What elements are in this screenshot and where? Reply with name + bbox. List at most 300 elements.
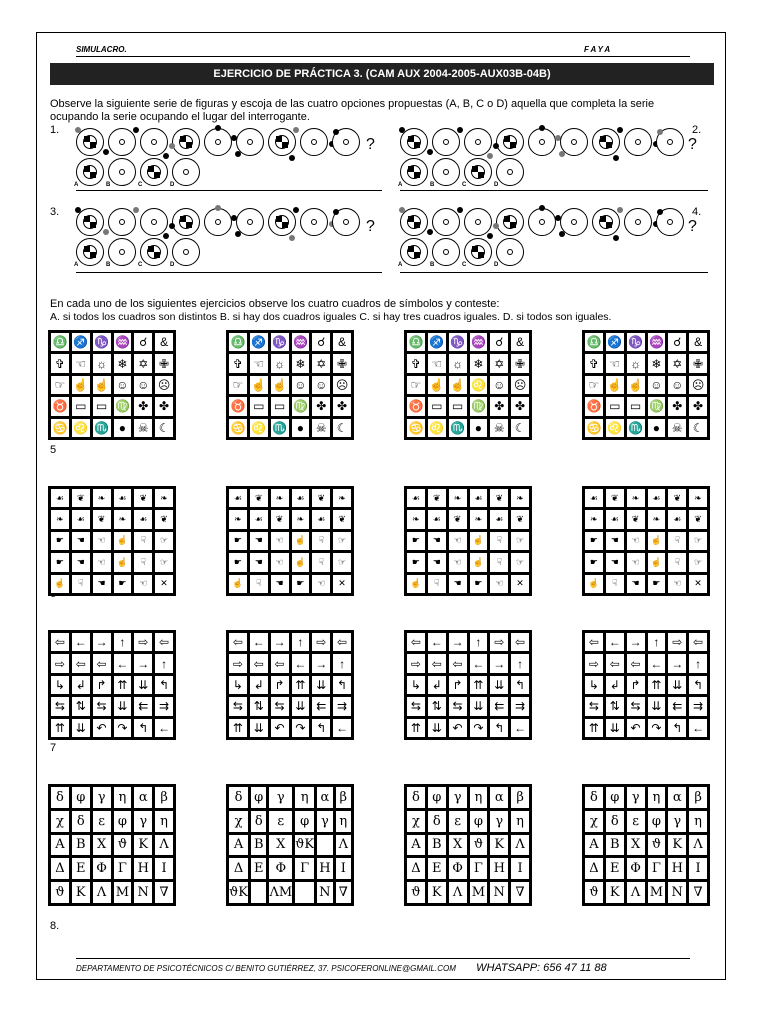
answer-option-label: A bbox=[74, 182, 79, 188]
symbol-cell: φ bbox=[470, 811, 488, 832]
symbol-cell: ✤ bbox=[155, 397, 173, 415]
symbol-cell: ☞ bbox=[689, 532, 707, 550]
symbol-grid bbox=[582, 330, 710, 440]
symbol-cell: ↶ bbox=[449, 719, 467, 737]
orbit-dot bbox=[103, 229, 109, 235]
symbol-cell: ☙ bbox=[490, 510, 508, 528]
symbol-cell: ● bbox=[114, 419, 132, 437]
symbol-cell: φ bbox=[648, 811, 666, 832]
symbol-cell: ☼ bbox=[449, 354, 467, 372]
answer-option-label: A bbox=[398, 182, 403, 188]
symbol-cell: & bbox=[333, 333, 351, 351]
symbol-cell: Ε bbox=[606, 858, 624, 879]
symbol-cell: ☾ bbox=[511, 419, 529, 437]
symbol-cell: Κ bbox=[134, 835, 152, 856]
symbol-cell: ✞ bbox=[51, 354, 69, 372]
series-figure bbox=[204, 128, 232, 156]
symbol-cell: γ bbox=[627, 787, 645, 808]
series-figure bbox=[400, 208, 428, 236]
symbol-cell: ☜ bbox=[93, 532, 111, 550]
symbol-cell: ← bbox=[333, 719, 351, 737]
symbol-grid bbox=[48, 330, 176, 440]
symbol-cell: ⇈ bbox=[585, 719, 603, 737]
symbol-cell: ↱ bbox=[93, 676, 111, 694]
orbit-dot bbox=[215, 205, 221, 211]
symbol-cell: ϑ bbox=[407, 882, 425, 903]
symbol-cell: ♐ bbox=[250, 333, 268, 351]
symbol-cell: ⇈ bbox=[407, 719, 425, 737]
symbol-cell: ☜ bbox=[668, 575, 686, 593]
symbol-cell: η bbox=[336, 811, 351, 832]
symbol-cell: ♉ bbox=[51, 397, 69, 415]
symbol-cell: ✡ bbox=[312, 354, 330, 372]
symbol-cell: δ bbox=[407, 787, 425, 808]
series-figure bbox=[624, 128, 652, 156]
symbol-cell: ⇦ bbox=[51, 633, 69, 651]
symbol-cell: χ bbox=[407, 811, 425, 832]
symbol-cell: Ε bbox=[251, 858, 266, 879]
series-figure bbox=[496, 128, 524, 156]
symbol-cell: ⇊ bbox=[648, 697, 666, 715]
orbit-dot bbox=[293, 127, 299, 133]
symbol-cell: ✞ bbox=[407, 354, 425, 372]
symbol-cell: Δ bbox=[585, 858, 603, 879]
symbol-cell: → bbox=[312, 654, 330, 672]
answer-option-figure[interactable] bbox=[108, 238, 136, 266]
symbol-cell: ⇆ bbox=[93, 697, 111, 715]
symbol-cell: ϑ bbox=[648, 835, 666, 856]
symbol-cell: ☙ bbox=[668, 510, 686, 528]
symbol-cell: & bbox=[511, 333, 529, 351]
instructions-line-1: En cada uno de los siguientes ejercicios observe los cuatro cuadros de símbolos y conteste: bbox=[50, 298, 500, 310]
symbol-cell: ⇨ bbox=[229, 654, 247, 672]
symbol-cell: Δ bbox=[229, 858, 248, 879]
symbol-cell: ♏ bbox=[271, 419, 289, 437]
orbit-dot bbox=[215, 125, 221, 131]
symbol-grid bbox=[226, 630, 354, 740]
symbol-cell: ❦ bbox=[627, 510, 645, 528]
symbol-cell: α bbox=[317, 787, 332, 808]
symbol-cell: ☹ bbox=[689, 376, 707, 394]
symbol-cell: ☞ bbox=[155, 532, 173, 550]
symbol-cell: ⇉ bbox=[689, 697, 707, 715]
symbol-cell: ✞ bbox=[229, 354, 247, 372]
symbol-grid bbox=[404, 630, 532, 740]
symbol-grid bbox=[582, 486, 710, 596]
symbol-cell: Μ bbox=[114, 882, 132, 903]
symbol-cell: ❧ bbox=[627, 489, 645, 507]
symbol-cell: ❦ bbox=[312, 489, 330, 507]
symbol-cell: ✤ bbox=[134, 397, 152, 415]
symbol-cell: Λ bbox=[155, 835, 173, 856]
answer-option-label: B bbox=[106, 262, 111, 268]
series-figure bbox=[332, 128, 360, 156]
series-figure bbox=[204, 208, 232, 236]
symbol-cell: ❧ bbox=[449, 489, 467, 507]
symbol-grid bbox=[582, 784, 710, 906]
symbol-cell: ⇈ bbox=[51, 719, 69, 737]
symbol-cell: ⇇ bbox=[490, 697, 508, 715]
answer-option-figure[interactable] bbox=[464, 158, 492, 186]
symbol-cell: ☛ bbox=[114, 575, 132, 593]
symbol-cell: δ bbox=[606, 811, 624, 832]
symbol-cell: ← bbox=[250, 633, 268, 651]
symbol-cell: ↰ bbox=[490, 719, 508, 737]
orbit-dot bbox=[493, 143, 499, 149]
symbol-cell: Ν bbox=[317, 882, 332, 903]
symbol-cell: ↑ bbox=[511, 654, 529, 672]
symbol-cell: Η bbox=[668, 858, 686, 879]
symbol-grid bbox=[404, 486, 532, 596]
series-figure bbox=[432, 128, 460, 156]
symbol-cell: ⇉ bbox=[333, 697, 351, 715]
symbol-cell: ▭ bbox=[428, 397, 446, 415]
answer-option-figure[interactable] bbox=[400, 238, 428, 266]
symbol-cell: ❧ bbox=[155, 489, 173, 507]
symbol-cell: ✤ bbox=[333, 397, 351, 415]
answer-option-label: C bbox=[138, 262, 143, 268]
symbol-cell: ☚ bbox=[606, 532, 624, 550]
intro-line-2: ocupando la serie ocupando el lugar del interrogante. bbox=[50, 111, 310, 123]
answer-option-figure[interactable] bbox=[432, 158, 460, 186]
symbol-cell: ☝ bbox=[229, 575, 247, 593]
symbol-cell: ☝ bbox=[449, 376, 467, 394]
symbol-cell: δ bbox=[72, 811, 90, 832]
answer-option-figure[interactable] bbox=[432, 238, 460, 266]
series-figure bbox=[656, 128, 684, 156]
answer-option-label: C bbox=[462, 182, 467, 188]
symbol-cell: ☞ bbox=[51, 376, 69, 394]
symbol-cell: ϑ bbox=[470, 835, 488, 856]
series-figure bbox=[528, 128, 556, 156]
symbol-cell: Γ bbox=[648, 858, 666, 879]
answer-option-figure[interactable] bbox=[140, 158, 168, 186]
symbol-cell: ☙ bbox=[51, 489, 69, 507]
symbol-cell: ❧ bbox=[648, 510, 666, 528]
symbol-grid bbox=[226, 330, 354, 440]
symbol-cell: ε bbox=[93, 811, 111, 832]
symbol-cell: ● bbox=[292, 419, 310, 437]
orbit-dot bbox=[169, 223, 175, 229]
symbol-cell: ε bbox=[627, 811, 645, 832]
instructions bbox=[50, 298, 730, 324]
orbit-dot bbox=[559, 151, 565, 157]
symbol-cell: → bbox=[134, 654, 152, 672]
orbit-dot bbox=[333, 209, 339, 215]
symbol-cell: ↷ bbox=[470, 719, 488, 737]
symbol-cell: ☜ bbox=[271, 532, 289, 550]
symbol-cell: Φ bbox=[93, 858, 111, 879]
symbol-cell: ❧ bbox=[292, 510, 310, 528]
symbol-cell: ⇨ bbox=[585, 654, 603, 672]
symbol-cell: ← bbox=[428, 633, 446, 651]
set-number: 8. bbox=[50, 920, 60, 932]
symbol-cell: ⇦ bbox=[511, 633, 529, 651]
symbol-cell: δ bbox=[51, 787, 69, 808]
series-figure bbox=[108, 128, 136, 156]
symbol-cell: ← bbox=[689, 719, 707, 737]
symbol-cell: ☾ bbox=[155, 419, 173, 437]
symbol-cell: ☟ bbox=[312, 532, 330, 550]
symbol-cell: ❄ bbox=[292, 354, 310, 372]
symbol-cell: ⇅ bbox=[606, 697, 624, 715]
symbol-cell: ▭ bbox=[627, 397, 645, 415]
symbol-cell: ↑ bbox=[689, 654, 707, 672]
symbol-cell: ❄ bbox=[114, 354, 132, 372]
symbol-cell: Κ bbox=[490, 835, 508, 856]
orbit-dot bbox=[289, 235, 295, 241]
symbol-cell: ♉ bbox=[585, 397, 603, 415]
orbit-dot bbox=[613, 155, 619, 161]
orbit-dot bbox=[487, 153, 493, 159]
symbol-cell: Φ bbox=[627, 858, 645, 879]
symbol-cell: ♏ bbox=[93, 419, 111, 437]
answer-option-label: A bbox=[74, 262, 79, 268]
orbit-dot bbox=[487, 233, 493, 239]
symbol-grid bbox=[226, 486, 354, 596]
orbit-dot bbox=[617, 127, 623, 133]
symbol-cell: ⇦ bbox=[250, 654, 268, 672]
symbol-cell: ⇦ bbox=[449, 654, 467, 672]
symbol-cell: ☜ bbox=[449, 553, 467, 571]
symbol-cell: ⇦ bbox=[428, 654, 446, 672]
symbol-cell: ✤ bbox=[668, 397, 686, 415]
running-header bbox=[76, 44, 690, 57]
symbol-cell: Ν bbox=[490, 882, 508, 903]
symbol-cell: ⇨ bbox=[51, 654, 69, 672]
symbol-cell: η bbox=[470, 787, 488, 808]
orbit-dot bbox=[399, 207, 405, 213]
symbol-cell: ✡ bbox=[668, 354, 686, 372]
series-figure bbox=[140, 208, 168, 236]
symbol-cell: Ι bbox=[155, 858, 173, 879]
answer-option-figure[interactable] bbox=[496, 238, 524, 266]
symbol-cell: Ι bbox=[689, 858, 707, 879]
symbol-grid bbox=[48, 486, 176, 596]
symbol-cell: ← bbox=[114, 654, 132, 672]
intro-text bbox=[50, 98, 714, 124]
symbol-cell: ❦ bbox=[689, 510, 707, 528]
symbol-cell: ☝ bbox=[292, 532, 310, 550]
symbol-cell: ⇊ bbox=[490, 676, 508, 694]
symbol-cell: ↱ bbox=[627, 676, 645, 694]
symbol-cell: ☞ bbox=[229, 376, 247, 394]
symbol-cell: δ bbox=[428, 811, 446, 832]
symbol-cell: ✞ bbox=[585, 354, 603, 372]
answer-option-figure[interactable] bbox=[108, 158, 136, 186]
symbol-cell: ☛ bbox=[585, 553, 603, 571]
symbol-cell: ∇ bbox=[511, 882, 529, 903]
symbol-cell: ♍ bbox=[470, 397, 488, 415]
symbol-cell: Κ bbox=[668, 835, 686, 856]
series-number: 1. bbox=[50, 124, 60, 136]
orbit-dot bbox=[539, 205, 545, 211]
symbol-cell: χ bbox=[229, 811, 248, 832]
answer-option-figure[interactable] bbox=[464, 238, 492, 266]
symbol-cell: ☛ bbox=[407, 532, 425, 550]
symbol-cell: Β bbox=[72, 835, 90, 856]
symbol-cell: ϑΚ bbox=[229, 882, 248, 903]
series-figure bbox=[464, 208, 492, 236]
symbol-cell: ⇊ bbox=[114, 697, 132, 715]
answer-option-figure[interactable] bbox=[76, 238, 104, 266]
symbol-cell: ☛ bbox=[229, 532, 247, 550]
symbol-cell: ☜ bbox=[93, 553, 111, 571]
symbol-cell: ↰ bbox=[668, 719, 686, 737]
symbol-cell: ☚ bbox=[449, 575, 467, 593]
symbol-cell: ☛ bbox=[51, 553, 69, 571]
symbol-cell: α bbox=[134, 787, 152, 808]
symbol-cell: Α bbox=[229, 835, 248, 856]
symbol-cell: → bbox=[490, 654, 508, 672]
symbol-cell: ☚ bbox=[428, 553, 446, 571]
symbol-cell: ☚ bbox=[428, 532, 446, 550]
symbol-cell: ♒ bbox=[648, 333, 666, 351]
series-rule bbox=[76, 272, 382, 273]
symbol-cell: ❦ bbox=[449, 510, 467, 528]
symbol-cell: Α bbox=[51, 835, 69, 856]
symbol-cell: ☝ bbox=[648, 553, 666, 571]
symbol-cell: ☜ bbox=[606, 354, 624, 372]
answer-option-figure[interactable] bbox=[76, 158, 104, 186]
symbol-cell: ♌ bbox=[72, 419, 90, 437]
series-figure bbox=[464, 128, 492, 156]
symbol-cell: Η bbox=[317, 858, 332, 879]
symbol-cell: Ε bbox=[428, 858, 446, 879]
symbol-cell: η bbox=[155, 811, 173, 832]
symbol-cell: ⇊ bbox=[250, 719, 268, 737]
symbol-cell: ☝ bbox=[627, 376, 645, 394]
symbol-cell: ⇈ bbox=[114, 676, 132, 694]
symbol-cell: ← bbox=[648, 654, 666, 672]
symbol-cell: ☺ bbox=[668, 376, 686, 394]
symbol-cell: ⇅ bbox=[72, 697, 90, 715]
symbol-cell: ❦ bbox=[606, 489, 624, 507]
symbol-cell: ✕ bbox=[333, 575, 351, 593]
series-number: 4. bbox=[692, 206, 702, 218]
answer-option-figure[interactable] bbox=[140, 238, 168, 266]
symbol-cell: ⇉ bbox=[155, 697, 173, 715]
symbol-cell: ☟ bbox=[250, 575, 268, 593]
symbol-cell: φ bbox=[114, 811, 132, 832]
orbit-dot bbox=[657, 209, 663, 215]
symbol-cell: Ν bbox=[134, 882, 152, 903]
series-figure bbox=[332, 208, 360, 236]
symbol-cell: ❦ bbox=[428, 489, 446, 507]
symbol-cell: ⇦ bbox=[93, 654, 111, 672]
series-figure bbox=[560, 208, 588, 236]
series-figure bbox=[268, 208, 296, 236]
symbol-cell: Η bbox=[490, 858, 508, 879]
series-figure bbox=[400, 128, 428, 156]
symbol-cell: ❦ bbox=[271, 510, 289, 528]
symbol-cell: & bbox=[689, 333, 707, 351]
symbol-cell: ⇈ bbox=[292, 676, 310, 694]
symbol-cell: ⇈ bbox=[229, 719, 247, 737]
symbol-cell: ⇦ bbox=[585, 633, 603, 651]
series-figure bbox=[268, 128, 296, 156]
symbol-cell: ❦ bbox=[668, 489, 686, 507]
symbol-cell: ⇨ bbox=[407, 654, 425, 672]
symbol-cell: ▭ bbox=[606, 397, 624, 415]
header-left: SIMULACRO. bbox=[76, 45, 127, 54]
symbol-cell: ☚ bbox=[627, 575, 645, 593]
symbol-cell: η bbox=[295, 787, 314, 808]
symbol-cell: ↑ bbox=[114, 633, 132, 651]
symbol-grid bbox=[48, 784, 176, 906]
symbol-cell: ⇆ bbox=[449, 697, 467, 715]
series-figure bbox=[236, 208, 264, 236]
symbol-cell: ☛ bbox=[292, 575, 310, 593]
symbol-cell: ❄ bbox=[470, 354, 488, 372]
symbol-cell: ☛ bbox=[51, 532, 69, 550]
symbol-cell: ☛ bbox=[585, 532, 603, 550]
header-right: FAYA bbox=[584, 45, 613, 54]
symbol-cell: ☙ bbox=[585, 489, 603, 507]
symbol-cell: φ bbox=[295, 811, 314, 832]
symbol-cell: ↑ bbox=[292, 633, 310, 651]
symbol-cell: ☙ bbox=[114, 489, 132, 507]
symbol-cell: ☜ bbox=[250, 354, 268, 372]
answer-option-figure[interactable] bbox=[496, 158, 524, 186]
orbit-dot bbox=[333, 129, 339, 135]
answer-option-figure[interactable] bbox=[172, 158, 200, 186]
symbol-cell: ← bbox=[470, 654, 488, 672]
symbol-cell: ♉ bbox=[407, 397, 425, 415]
symbol-cell bbox=[295, 882, 314, 903]
symbol-cell: ☟ bbox=[72, 575, 90, 593]
symbol-cell: χ bbox=[585, 811, 603, 832]
symbol-cell: β bbox=[689, 787, 707, 808]
symbol-cell: ☙ bbox=[229, 489, 247, 507]
symbol-cell: ☛ bbox=[229, 553, 247, 571]
symbol-cell: ♌ bbox=[470, 376, 488, 394]
symbol-cell: Χ bbox=[93, 835, 111, 856]
symbol-cell: ☞ bbox=[407, 376, 425, 394]
symbol-cell: ⇊ bbox=[668, 676, 686, 694]
orbit-dot bbox=[657, 129, 663, 135]
symbol-cell: Κ bbox=[428, 882, 446, 903]
symbol-cell: ♋ bbox=[585, 419, 603, 437]
symbol-cell: ← bbox=[155, 719, 173, 737]
symbol-cell: Μ bbox=[648, 882, 666, 903]
symbol-cell: ☝ bbox=[250, 376, 268, 394]
symbol-cell: ⇦ bbox=[407, 633, 425, 651]
symbol-cell: ♌ bbox=[428, 419, 446, 437]
answer-option-figure[interactable] bbox=[172, 238, 200, 266]
symbol-cell: → bbox=[93, 633, 111, 651]
answer-option-figure[interactable] bbox=[400, 158, 428, 186]
symbol-cell: ☼ bbox=[93, 354, 111, 372]
symbol-cell: ☜ bbox=[271, 553, 289, 571]
symbol-cell: Φ bbox=[449, 858, 467, 879]
symbol-cell: ☺ bbox=[134, 376, 152, 394]
symbol-cell: ⇆ bbox=[407, 697, 425, 715]
symbol-cell: ⇨ bbox=[134, 633, 152, 651]
set-number: 5 bbox=[50, 444, 57, 456]
symbol-cell: β bbox=[155, 787, 173, 808]
symbol-cell: ☙ bbox=[292, 489, 310, 507]
symbol-cell: ☚ bbox=[250, 532, 268, 550]
symbol-cell: ♐ bbox=[428, 333, 446, 351]
symbol-cell: ☹ bbox=[333, 376, 351, 394]
symbol-cell: ↳ bbox=[585, 676, 603, 694]
symbol-cell: ⇊ bbox=[292, 697, 310, 715]
symbol-cell: ♒ bbox=[470, 333, 488, 351]
symbol-cell: ⇆ bbox=[627, 697, 645, 715]
symbol-cell: ϑΚ bbox=[295, 835, 314, 856]
symbol-cell: δ bbox=[229, 787, 248, 808]
